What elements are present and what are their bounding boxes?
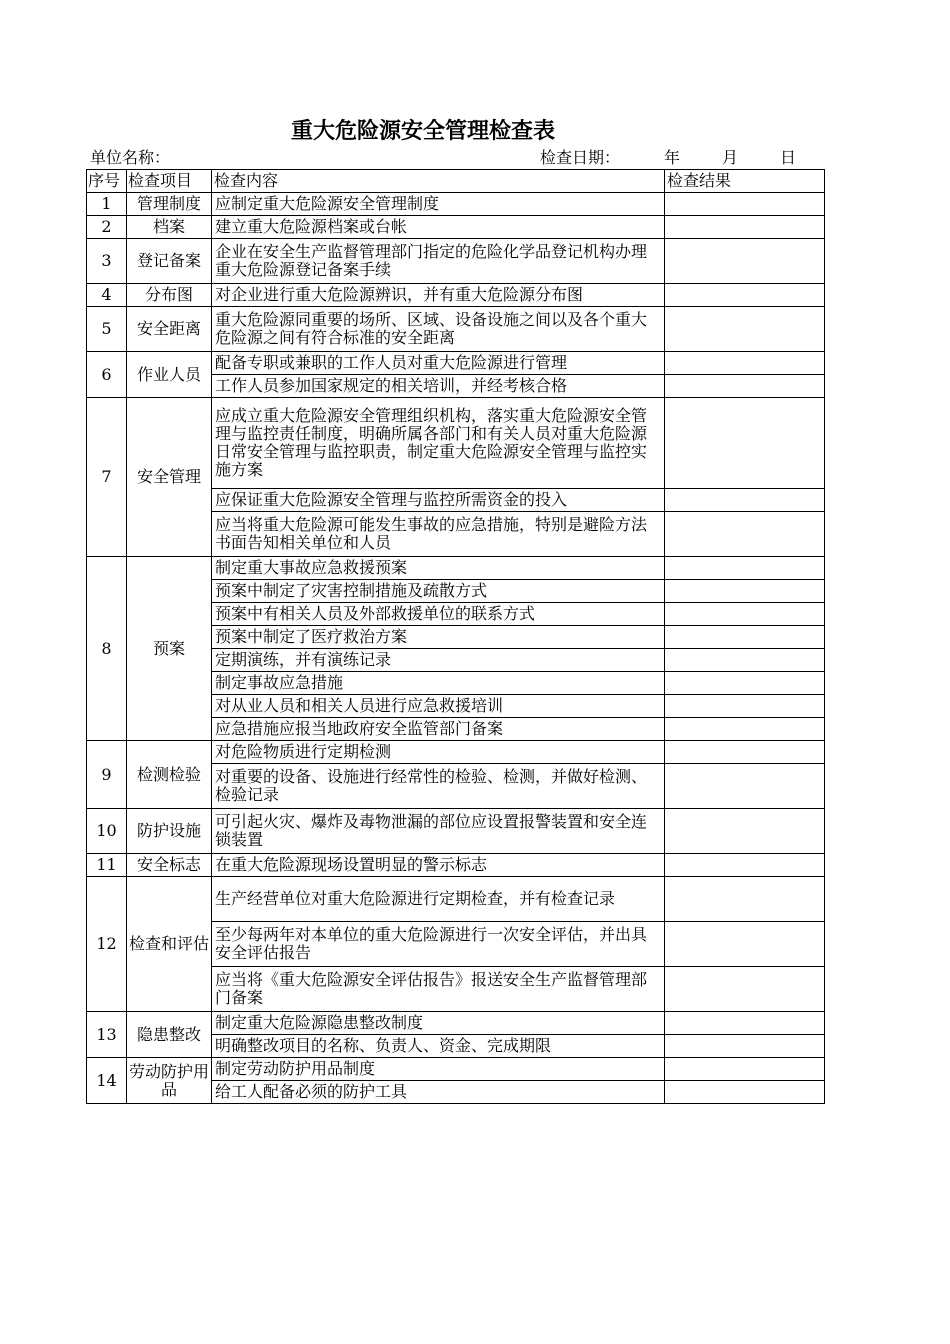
table-row — [87, 741, 825, 764]
row-check-content: 给工人配备必须的防护工具 — [212, 1081, 665, 1104]
table-row — [87, 809, 825, 854]
row-check-content: 应制定重大危险源安全管理制度 — [212, 193, 665, 216]
row-check-content: 制定重大事故应急救援预案 — [212, 557, 665, 580]
row-check-result-cell[interactable] — [665, 695, 825, 718]
table-row — [87, 193, 825, 216]
row-check-content: 应保证重大危险源安全管理与监控所需资金的投入 — [212, 489, 665, 512]
row-check-result-cell[interactable] — [665, 764, 825, 809]
row-seq-number: 14 — [87, 1058, 127, 1104]
row-check-content: 对企业进行重大危险源辨识，并有重大危险源分布图 — [212, 284, 665, 307]
row-check-content: 明确整改项目的名称、负责人、资金、完成期限 — [212, 1035, 665, 1058]
row-seq-number: 10 — [87, 809, 127, 854]
row-check-item: 作业人员 — [127, 352, 212, 398]
row-check-result-cell[interactable] — [665, 649, 825, 672]
row-check-result-cell[interactable] — [665, 1035, 825, 1058]
row-seq-number: 3 — [87, 239, 127, 284]
table-row — [87, 854, 825, 877]
row-check-result-cell[interactable] — [665, 1081, 825, 1104]
table-row — [87, 307, 825, 352]
row-check-content: 建立重大危险源档案或台帐 — [212, 216, 665, 239]
date-year-label: 年 — [664, 148, 681, 167]
table-row — [87, 398, 825, 489]
row-check-content: 对重要的设备、设施进行经常性的检验、检测，并做好检测、检验记录 — [212, 764, 665, 809]
row-check-result-cell[interactable] — [665, 375, 825, 398]
date-day-label: 日 — [780, 148, 797, 167]
row-seq-number: 1 — [87, 193, 127, 216]
row-check-content: 应当将《重大危险源安全评估报告》报送安全生产监督管理部门备案 — [212, 967, 665, 1012]
row-check-item: 管理制度 — [127, 193, 212, 216]
inspection-table — [86, 169, 825, 1104]
row-check-content: 对从业人员和相关人员进行应急救援培训 — [212, 695, 665, 718]
row-check-content: 至少每两年对本单位的重大危险源进行一次安全评估，并出具安全评估报告 — [212, 922, 665, 967]
row-check-result-cell[interactable] — [665, 741, 825, 764]
row-check-result-cell[interactable] — [665, 239, 825, 284]
row-check-result-cell[interactable] — [665, 193, 825, 216]
column-header-content: 检查内容 — [212, 170, 665, 193]
row-check-result-cell[interactable] — [665, 284, 825, 307]
row-check-result-cell[interactable] — [665, 1058, 825, 1081]
unit-name-label: 单位名称： — [90, 148, 171, 167]
row-check-result-cell[interactable] — [665, 1012, 825, 1035]
column-header-item: 检查项目 — [127, 170, 212, 193]
row-check-result-cell[interactable] — [665, 512, 825, 557]
row-check-content: 制定劳动防护用品制度 — [212, 1058, 665, 1081]
row-seq-number: 7 — [87, 398, 127, 557]
row-seq-number: 13 — [87, 1012, 127, 1058]
date-month-label: 月 — [722, 148, 739, 167]
row-check-item: 安全距离 — [127, 307, 212, 352]
row-seq-number: 8 — [87, 557, 127, 741]
row-check-content: 预案中制定了灾害控制措施及疏散方式 — [212, 580, 665, 603]
row-check-content: 可引起火灾、爆炸及毒物泄漏的部位应设置报警装置和安全连锁装置 — [212, 809, 665, 854]
row-seq-number: 11 — [87, 854, 127, 877]
row-seq-number: 4 — [87, 284, 127, 307]
row-check-result-cell[interactable] — [665, 718, 825, 741]
row-check-content: 预案中制定了医疗救治方案 — [212, 626, 665, 649]
row-check-item: 隐患整改 — [127, 1012, 212, 1058]
row-check-content: 应成立重大危险源安全管理组织机构，落实重大危险源安全管理与监控责任制度，明确所属各部门和有关人员对重大危险源日常安全管理与监控职责，制定重大危险源安全管理与监控实施方案 — [212, 398, 665, 489]
row-check-content: 工作人员参加国家规定的相关培训，并经考核合格 — [212, 375, 665, 398]
row-check-content: 在重大危险源现场设置明显的警示标志 — [212, 854, 665, 877]
row-check-result-cell[interactable] — [665, 603, 825, 626]
row-check-item: 档案 — [127, 216, 212, 239]
column-header-result: 检查结果 — [665, 170, 825, 193]
row-check-item: 劳动防护用品 — [127, 1058, 212, 1104]
row-check-content: 应当将重大危险源可能发生事故的应急措施，特别是避险方法书面告知相关单位和人员 — [212, 512, 665, 557]
table-header-row — [87, 170, 825, 193]
check-date-label: 检查日期： — [540, 148, 621, 167]
row-check-item: 预案 — [127, 557, 212, 741]
row-check-result-cell[interactable] — [665, 489, 825, 512]
row-check-content: 定期演练，并有演练记录 — [212, 649, 665, 672]
row-check-content: 重大危险源同重要的场所、区域、设备设施之间以及各个重大危险源之间有符合标准的安全距离 — [212, 307, 665, 352]
row-check-item: 安全标志 — [127, 854, 212, 877]
table-row — [87, 877, 825, 922]
row-check-result-cell[interactable] — [665, 922, 825, 967]
table-row — [87, 239, 825, 284]
row-check-result-cell[interactable] — [665, 809, 825, 854]
row-seq-number: 5 — [87, 307, 127, 352]
table-row — [87, 1058, 825, 1081]
row-check-content: 应急措施应报当地政府安全监管部门备案 — [212, 718, 665, 741]
row-check-result-cell[interactable] — [665, 307, 825, 352]
row-check-result-cell[interactable] — [665, 967, 825, 1012]
row-check-item: 防护设施 — [127, 809, 212, 854]
row-check-content: 配备专职或兼职的工作人员对重大危险源进行管理 — [212, 352, 665, 375]
row-check-result-cell[interactable] — [665, 626, 825, 649]
row-check-content: 制定事故应急措施 — [212, 672, 665, 695]
column-header-seq: 序号 — [87, 170, 127, 193]
row-check-item: 分布图 — [127, 284, 212, 307]
table-row — [87, 284, 825, 307]
row-seq-number: 12 — [87, 877, 127, 1012]
row-seq-number: 2 — [87, 216, 127, 239]
row-check-content: 制定重大危险源隐患整改制度 — [212, 1012, 665, 1035]
row-check-item: 检查和评估 — [127, 877, 212, 1012]
row-check-item: 检测检验 — [127, 741, 212, 809]
table-body — [87, 193, 825, 1104]
row-seq-number: 9 — [87, 741, 127, 809]
row-check-result-cell[interactable] — [665, 557, 825, 580]
row-check-result-cell[interactable] — [665, 877, 825, 922]
row-check-result-cell[interactable] — [665, 854, 825, 877]
row-check-content: 企业在安全生产监督管理部门指定的危险化学品登记机构办理重大危险源登记备案手续 — [212, 239, 665, 284]
row-check-content: 对危险物质进行定期检测 — [212, 741, 665, 764]
row-check-item: 安全管理 — [127, 398, 212, 557]
row-check-content: 生产经营单位对重大危险源进行定期检查，并有检查记录 — [212, 877, 665, 922]
row-check-result-cell[interactable] — [665, 398, 825, 489]
row-seq-number: 6 — [87, 352, 127, 398]
table-row — [87, 1012, 825, 1035]
table-row — [87, 216, 825, 239]
row-check-result-cell[interactable] — [665, 672, 825, 695]
row-check-result-cell[interactable] — [665, 580, 825, 603]
row-check-result-cell[interactable] — [665, 352, 825, 375]
row-check-item: 登记备案 — [127, 239, 212, 284]
row-check-content: 预案中有相关人员及外部救援单位的联系方式 — [212, 603, 665, 626]
table-row — [87, 352, 825, 375]
document-title: 重大危险源安全管理检查表 — [290, 119, 555, 144]
row-check-result-cell[interactable] — [665, 216, 825, 239]
table-row — [87, 557, 825, 580]
